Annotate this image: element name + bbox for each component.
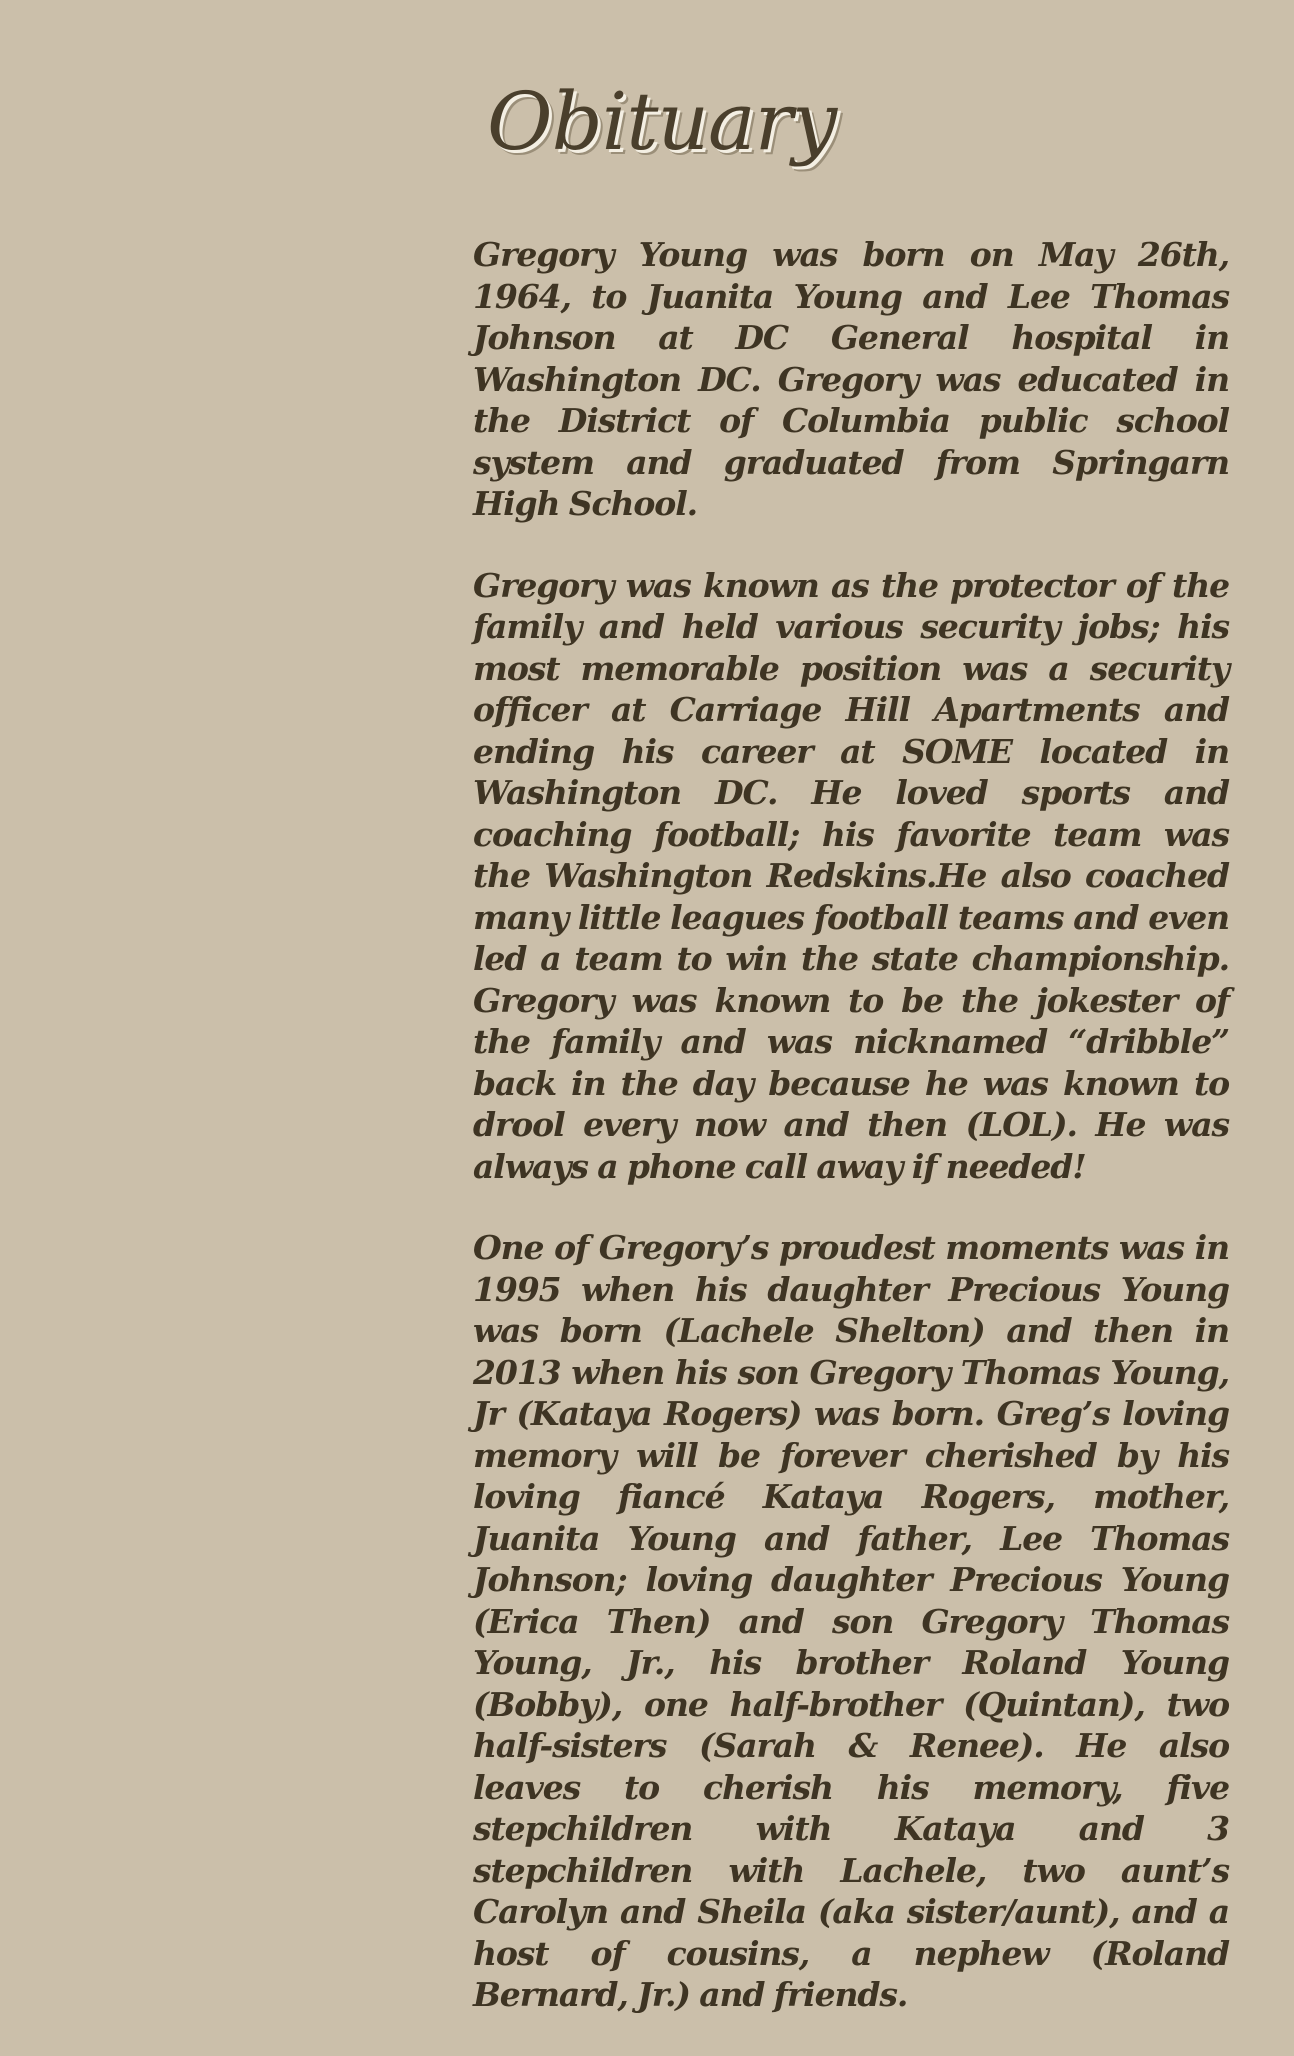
paragraph-career-interests: Gregory was known as the protector of the family and held various security jobs; his most memorable position was a security officer at Carriage Hill Apartments and ending his career at SOME located in Washington DC. He loved sports and coaching football; his favorite team was the Washington Redskins.He also coached many little leagues football teams and even led a team to win the state championship. Gregory was known to be the jokester of the family and was nicknamed “dribble” back in the day because he was known to drool every now and then (LOL). He was always a phone call away if needed! <box>473 565 1229 1186</box>
obituary-body <box>473 234 1229 2056</box>
paragraph-birth-education: Gregory Young was born on May 26th, 1964, to Juanita Young and Lee Thomas Johnson at DC General hospital in Washington DC. Gregory was educated in the District of Columbia public school system and graduated from Springarn High School. <box>473 235 1229 523</box>
page-title: Obituary <box>487 75 837 168</box>
paragraph-family-survivors: One of Gregory’s proudest moments was in 1995 when his daughter Precious Young was born (Lachele Shelton) and then in 2013 when his son Gregory Thomas Young, Jr (Kataya Rogers) was born. Greg’s loving memory will be forever cherished by his loving fiancé Kataya Rogers, mother, Juanita Young and father, Lee Thomas Johnson; loving daughter Precious Young (Erica Then) and son Gregory Thomas Young, Jr., his brother Roland Young (Bobby), one half-brother (Quintan), two half-sisters (Sarah & Renee). He also leaves to cherish his memory, five stepchildren with Kataya and 3 stepchildren with Lachele, two aunt’s Carolyn and Sheila (aka sister/aunt), and a host of cousins, a nephew (Roland Bernard, Jr.) and friends. <box>473 1228 1229 2014</box>
